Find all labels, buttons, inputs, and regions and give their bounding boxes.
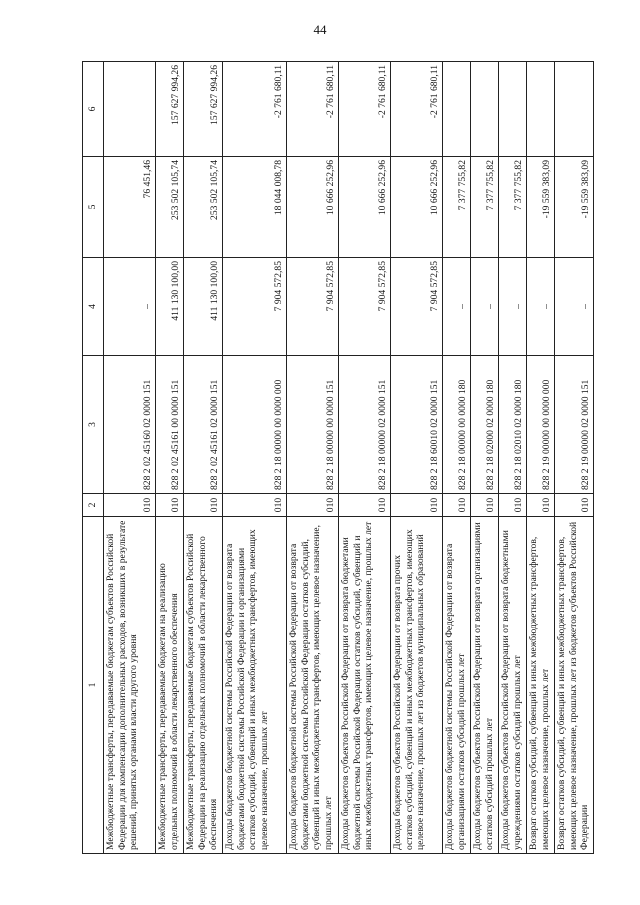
row-code: 828 2 18 00000 00 0000 180 [443, 356, 471, 494]
row-name: Доходы бюджетов субъектов Российской Федерации от возврата организациями остатков субсидий прошлых лет [471, 517, 499, 854]
table-row [156, 62, 184, 854]
rotated-table-container [82, 62, 616, 854]
row-name: Доходы бюджетов субъектов Российской Федерации от возврата прочих остатков субсидий, субвенций и иных межбюджетных трансфертов, имеющих целевое назначение, прошлых лет из бюджетов муниципальных образований [391, 517, 443, 854]
row-col4: 411 130 100,00 [184, 258, 223, 356]
row-code: 828 2 18 02000 02 0000 180 [471, 356, 499, 494]
table-row [339, 62, 391, 854]
row-col6 [104, 62, 156, 157]
col-header-3: 3 [83, 356, 104, 494]
table-row [527, 62, 555, 854]
row-col5: 10 666 252,96 [339, 157, 391, 258]
row-col6: -2 761 680,11 [287, 62, 339, 157]
row-code: 828 2 19 00000 00 0000 000 [527, 356, 555, 494]
row-admin: 010 [499, 494, 527, 517]
row-code: 828 2 02 45161 00 0000 151 [156, 356, 184, 494]
row-admin: 010 [339, 494, 391, 517]
row-col6 [499, 62, 527, 157]
row-name: Межбюджетные трансферты, передаваемые бюджетам субъектов Российской Федерации на реализацию отдельных полномочий в области лекарственного обеспечения [184, 517, 223, 854]
row-col6: -2 761 680,11 [391, 62, 443, 157]
col-header-4: 4 [83, 258, 104, 356]
row-col6 [527, 62, 555, 157]
row-col4: – [104, 258, 156, 356]
row-col4: – [555, 258, 594, 356]
row-col5: -19 559 383,09 [555, 157, 594, 258]
row-name: Межбюджетные трансферты, передаваемые бюджетам субъектов Российской Федерации для компенсации дополнительных расходов, возникших в результате решений, принятых органами власти другого уровня [104, 517, 156, 854]
budget-table [82, 61, 594, 854]
row-col5: 18 044 008,78 [223, 157, 287, 258]
row-name: Межбюджетные трансферты, передаваемые бюджетам на реализацию отдельных полномочий в области лекарственного обеспечения [156, 517, 184, 854]
row-col4: – [443, 258, 471, 356]
row-name: Доходы бюджетов бюджетной системы Российской Федерации от возврата бюджетами бюджетной системы Российской Федерации и организациями остатков субсидий, субвенций и иных межбюджетных трансфертов, имеющих целевое назначение, прошлых лет [223, 517, 287, 854]
row-col6 [555, 62, 594, 157]
row-col6 [471, 62, 499, 157]
table-row [391, 62, 443, 854]
row-col4: 7 904 572,85 [339, 258, 391, 356]
row-code: 828 2 18 00000 02 0000 151 [339, 356, 391, 494]
row-col5: 7 377 755,82 [471, 157, 499, 258]
row-code: 828 2 18 00000 00 0000 000 [223, 356, 287, 494]
row-col5: 253 502 105,74 [156, 157, 184, 258]
row-code: 828 2 02 45161 02 0000 151 [184, 356, 223, 494]
row-col5: -19 559 383,09 [527, 157, 555, 258]
row-name: Доходы бюджетов бюджетной системы Российской Федерации от возврата организациями остатков субсидий прошлых лет [443, 517, 471, 854]
row-code: 828 2 02 45160 02 0000 151 [104, 356, 156, 494]
row-col4: – [527, 258, 555, 356]
row-admin: 010 [555, 494, 594, 517]
row-col4: – [471, 258, 499, 356]
page-number: 44 [313, 22, 327, 37]
row-name: Возврат остатков субсидий, субвенций и иных межбюджетных трансфертов, имеющих целевое назначение, прошлых лет из бюджетов субъектов Российской Федерации [555, 517, 594, 854]
row-col6: 157 627 994,26 [184, 62, 223, 157]
row-name: Доходы бюджетов субъектов Российской Федерации от возврата бюджетами бюджетной системы Российской Федерации остатков субсидий, субвенций и иных межбюджетных трансфертов, имеющих целевое назначение, прошлых лет [339, 517, 391, 854]
row-col6: -2 761 680,11 [339, 62, 391, 157]
row-col5: 7 377 755,82 [443, 157, 471, 258]
table-row [104, 62, 156, 854]
col-header-2: 2 [83, 494, 104, 517]
table-row [443, 62, 471, 854]
row-col4: 7 904 572,85 [223, 258, 287, 356]
row-col6 [443, 62, 471, 157]
row-col4: – [499, 258, 527, 356]
row-col5: 253 502 105,74 [184, 157, 223, 258]
row-admin: 010 [471, 494, 499, 517]
row-admin: 010 [156, 494, 184, 517]
row-code: 828 2 18 60010 02 0000 151 [391, 356, 443, 494]
row-code: 828 2 18 00000 00 0000 151 [287, 356, 339, 494]
row-admin: 010 [287, 494, 339, 517]
row-col5: 10 666 252,96 [391, 157, 443, 258]
row-admin: 010 [443, 494, 471, 517]
row-code: 828 2 19 00000 02 0000 151 [555, 356, 594, 494]
col-header-6: 6 [83, 62, 104, 157]
row-col4: 411 130 100,00 [156, 258, 184, 356]
row-admin: 010 [223, 494, 287, 517]
table-row [471, 62, 499, 854]
row-col5: 10 666 252,96 [287, 157, 339, 258]
row-col6: -2 761 680,11 [223, 62, 287, 157]
row-col6: 157 627 994,26 [156, 62, 184, 157]
col-header-5: 5 [83, 157, 104, 258]
row-col4: 7 904 572,85 [287, 258, 339, 356]
table-row [184, 62, 223, 854]
row-admin: 010 [527, 494, 555, 517]
row-name: Доходы бюджетов бюджетной системы Российской Федерации от возврата бюджетами бюджетной системы Российской Федерации остатков субсидий, субвенций и иных межбюджетных трансфертов, имеющих целевое назначение, прошлых лет [287, 517, 339, 854]
table-row [287, 62, 339, 854]
table-row [223, 62, 287, 854]
table-header-row [83, 62, 104, 854]
row-admin: 010 [184, 494, 223, 517]
row-code: 828 2 18 02010 02 0000 180 [499, 356, 527, 494]
row-col5: 76 451,46 [104, 157, 156, 258]
row-name: Возврат остатков субсидий, субвенций и иных межбюджетных трансфертов, имеющих целевое назначение, прошлых лет [527, 517, 555, 854]
row-col5: 7 377 755,82 [499, 157, 527, 258]
row-admin: 010 [104, 494, 156, 517]
col-header-1: 1 [83, 517, 104, 854]
row-col4: 7 904 572,85 [391, 258, 443, 356]
row-name: Доходы бюджетов субъектов Российской Федерации от возврата бюджетными учреждениями остатков субсидий прошлых лет [499, 517, 527, 854]
table-row [555, 62, 594, 854]
row-admin: 010 [391, 494, 443, 517]
table-row [499, 62, 527, 854]
